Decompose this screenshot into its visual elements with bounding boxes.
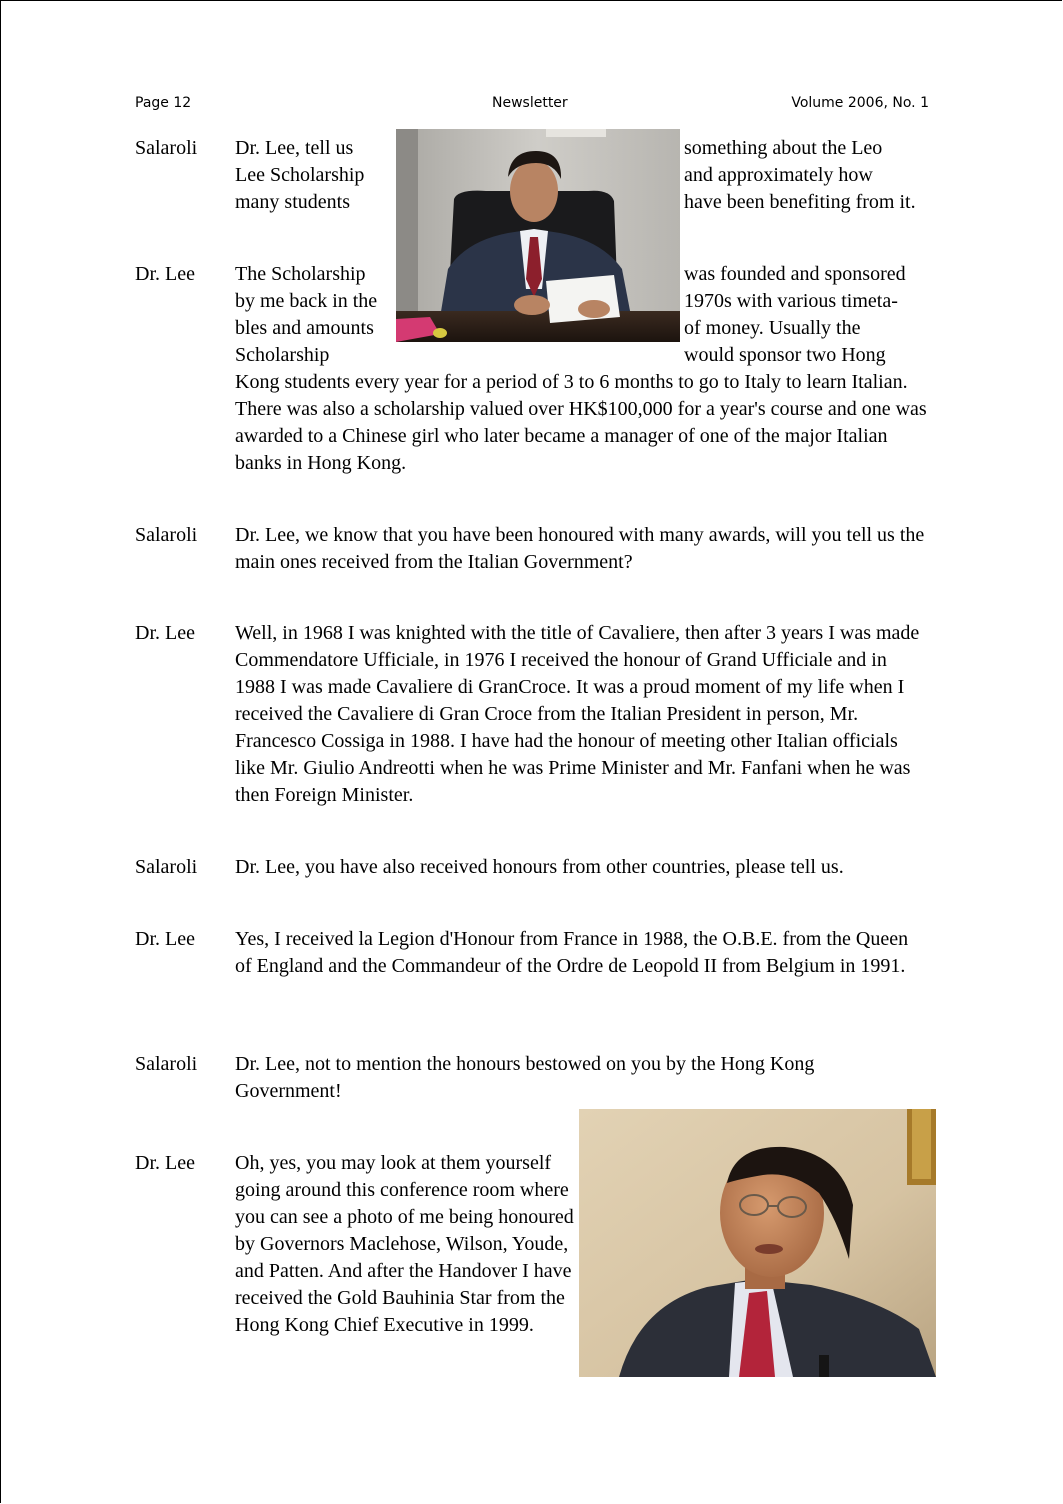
question-paragraph: Dr. Lee, you have also received honours from other countries, please tell us. bbox=[235, 856, 844, 878]
wrapped-right-line: and approximately how bbox=[684, 164, 873, 186]
speaker-label: Dr. Lee bbox=[135, 928, 195, 950]
wrapped-right-line: was founded and sponsored bbox=[684, 263, 906, 285]
wrapped-left-line: many students bbox=[235, 191, 350, 213]
photo-reading-document bbox=[396, 129, 680, 342]
question-paragraph: Dr. Lee, not to mention the honours bestowed on you by the Hong Kong Government! bbox=[235, 1053, 815, 1102]
wrapped-left-line: Lee Scholarship bbox=[235, 164, 365, 186]
answer-paragraph: Kong students every year for a period of 3 to 6 months to go to Italy to learn Italian. There was also a scholarship valued over HK$100,000 for a year's course and one was awarded to a Chinese girl who later became a manager of one of the major Italian banks in Hong Kong. bbox=[235, 371, 927, 474]
wrapped-left-line: The Scholarship bbox=[235, 263, 366, 285]
wrapped-left-line: bles and amounts bbox=[235, 317, 374, 339]
photo-reading-document-image bbox=[396, 129, 680, 342]
wrapped-right-line: have been benefiting from it. bbox=[684, 191, 916, 213]
speaker-label: Dr. Lee bbox=[135, 622, 195, 644]
question-paragraph: Dr. Lee, we know that you have been honoured with many awards, will you tell us the main ones received from the Italian Government? bbox=[235, 524, 925, 573]
newsletter-title: Newsletter bbox=[492, 95, 568, 111]
answer-paragraph: Well, in 1968 I was knighted with the title of Cavaliere, then after 3 years I was made Commendatore Ufficiale, in 1976 I received the honour of Grand Ufficiale and in 1988 I was made Cavaliere di GranCroce. It was a proud moment of my life when I received the Cavaliere di Gran Croce from the Italian President in person, Mr. Francesco Cossiga in 1988. I have had the honour of meeting other Italian officials like Mr. Giulio Andreotti when he was Prime Minister and Mr. Fanfani when he was then Foreign Minister. bbox=[235, 622, 920, 806]
photo-speaking-portrait bbox=[579, 1109, 936, 1377]
speaker-label: Salaroli bbox=[135, 1053, 198, 1075]
wrapped-left-line: by me back in the bbox=[235, 290, 378, 312]
speaker-label: Salaroli bbox=[135, 524, 198, 546]
wrapped-left-line: Scholarship bbox=[235, 344, 330, 366]
volume-number: Volume 2006, No. 1 bbox=[791, 95, 929, 111]
answer-paragraph: Yes, I received la Legion d'Honour from France in 1988, the O.B.E. from the Queen of England and the Commandeur of the Ordre de Leopold II from Belgium in 1991. bbox=[235, 928, 909, 977]
photo-speaking-portrait-image bbox=[579, 1109, 936, 1377]
speaker-label: Salaroli bbox=[135, 856, 198, 878]
wrapped-right-line: of money. Usually the bbox=[684, 317, 861, 339]
speaker-label: Dr. Lee bbox=[135, 263, 195, 285]
wrapped-left-line: Dr. Lee, tell us bbox=[235, 137, 354, 159]
wrapped-right-line: 1970s with various timeta- bbox=[684, 290, 898, 312]
speaker-label: Salaroli bbox=[135, 137, 198, 159]
wrapped-right-line: would sponsor two Hong bbox=[684, 344, 886, 366]
answer-paragraph: Oh, yes, you may look at them yourself going around this conference room where you can see a photo of me being honoured by Governors Maclehose, Wilson, Youde, and Patten. And after the Handover I have received the Gold Bauhinia Star from the Hong Kong Chief Executive in 1999. bbox=[235, 1152, 574, 1336]
page-number: Page 12 bbox=[135, 95, 192, 111]
speaker-label: Dr. Lee bbox=[135, 1152, 195, 1174]
wrapped-right-line: something about the Leo bbox=[684, 137, 883, 159]
